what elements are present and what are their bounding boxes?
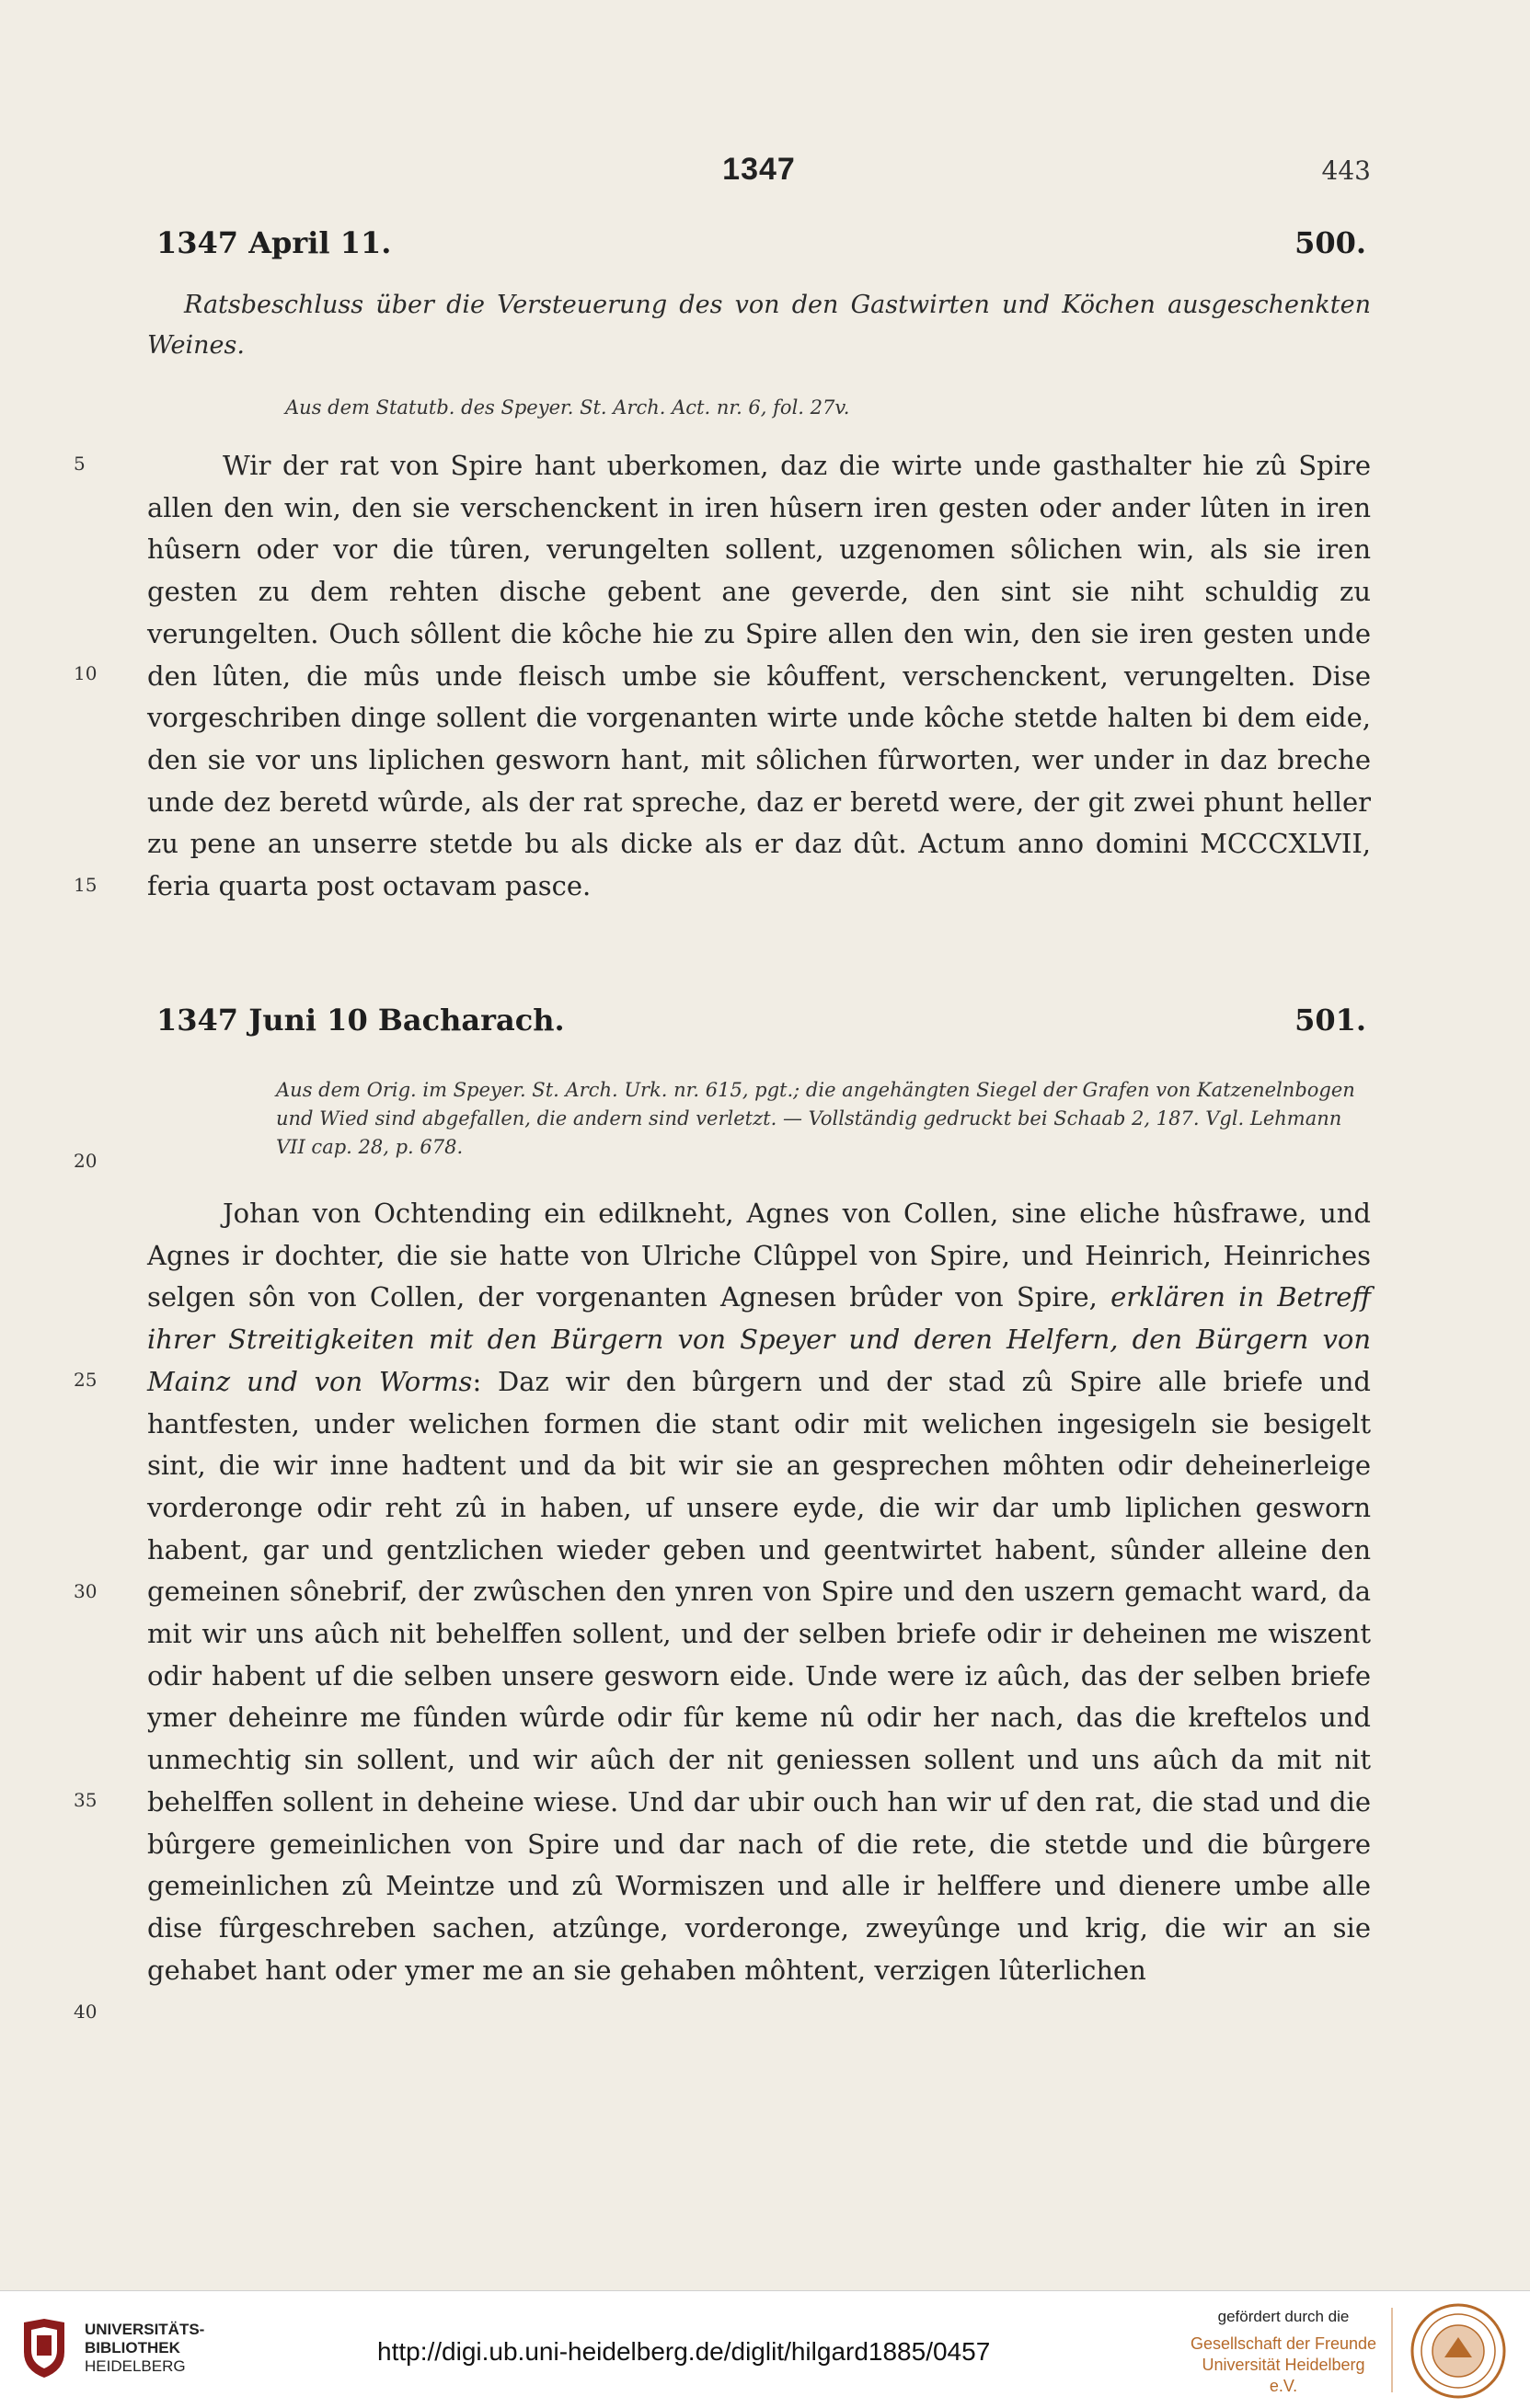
document-500-heading: [156, 225, 1366, 271]
running-header: [147, 152, 1371, 198]
sponsor-name-line2: Universität Heidelberg e.V.: [1202, 2356, 1365, 2395]
document-url-link[interactable]: http://digi.ub.uni-heidelberg.de/diglit/hilgard1885/0457: [377, 2337, 991, 2366]
header-year: 1347: [722, 152, 796, 187]
page-number: 443: [1321, 155, 1371, 186]
footer-divider: [1391, 2308, 1393, 2392]
sponsor-name-line1: Gesellschaft der Freunde: [1190, 2334, 1377, 2353]
viewer-footer: [0, 2290, 1530, 2408]
document-501-heading: [156, 1003, 1366, 1049]
document-501-text: [147, 1193, 1371, 1991]
document-501-source: Aus dem Orig. im Speyer. St. Arch. Urk. nr. 615, pgt.; die angehängten Siegel der Grafen von Katzenelnbogen und Wied sind abgefallen, die andern sind verletzt. — Vollständig gedruckt bei Schaab 2, 187. Vgl. Lehmann VII cap. 28, p. 678.: [276, 1079, 1355, 1158]
line-number: 10: [74, 662, 98, 684]
line-number: 35: [74, 1789, 98, 1811]
sponsor-intro: gefördert durch die: [1217, 2308, 1350, 2325]
line-number: 25: [74, 1369, 98, 1391]
document-500-number: 500.: [1294, 225, 1366, 260]
line-number: 5: [74, 453, 86, 475]
university-seal-icon: [1408, 2300, 1509, 2402]
library-name: UNIVERSITÄTS- BIBLIOTHEK HEIDELBERG: [85, 2321, 205, 2375]
line-number: 40: [74, 2001, 98, 2023]
line-number: 20: [74, 1150, 98, 1172]
university-library-logo-icon: [17, 2317, 72, 2381]
document-501-text-regest: erklären in Betreff ihrer Streitigkeiten mit den Bürgern von Speyer und deren Helfern, den Bürgern von Mainz und von Worms: [147, 1281, 1372, 1397]
document-500-source: Aus dem Statutb. des Speyer. St. Arch. Act. nr. 6, fol. 27v.: [285, 396, 850, 419]
document-501-text-body: : Daz wir den bûrgern und der stad zû Spire alle briefe und hantfesten, under welichen formen die stant odir mit welichen ingesigeln sie besigelt sint, die wir inne hadtent und da bit wir sie an gesprechen môhten odir deheinerleige vorderonge odir reht zû in haben, uf unsere eyde, die wir dar umb liplichen gesworn habent, gar und gentzlichen wieder geben und geentwirtet habent, sûnder alleine den gemeinen sônebrif, der zwûschen den ynren von Spire und den uszern gemacht ward, da mit wir uns aûch nit behelffen sollent, und der selben briefe odir ir deheinen me wiszent odir habent uf die selben unsere gesworn eide. Unde were iz aûch, das der selben briefe ymer deheinre me fûnden wûrde odir fûr keme nû odir her nach, das die kreftelos und unmechtig sin sollent, und wir aûch der nit geniessen sollent und uns aûch da mit nit behelffen sollent in deheine wiese. Und dar ubir ouch han wir uf den rat, die stad und die bûrgere gemeinlichen von Spire und dar nach of die rete, die stetde und die bûrgere gemeinlichen zû Meintze und zû Wormiszen und alle ir helffere und dienere umbe alle dise fûrgeschreben sachen, atzûnge, vorderonge, zweyûnge und krig, die wir an sie gehabet hant oder ymer me an sie gehaben môhtent, verzigen lûterlichen: [147, 1365, 1371, 1986]
document-501-number: 501.: [1294, 1003, 1366, 1038]
document-501-text-intro: Johan von Ochtending ein edilkneht, Agnes von Collen, sine eliche hûsfrawe, und Agnes ir dochter, die sie hatte von Ulriche Clûppel von Spire, und Heinrich, Heinriches selgen sôn von Collen, der vorgenanten Agnesen brûder von Spire,: [147, 1198, 1371, 1313]
line-number: 15: [74, 874, 98, 896]
sponsor-block: [1187, 2308, 1380, 2397]
line-number: 30: [74, 1580, 98, 1602]
document-500-regest: Ratsbeschluss über die Versteuerung des von den Gastwirten und Köchen ausgeschenkten Weines.: [147, 291, 1371, 360]
document-500-text: Wir der rat von Spire hant uberkomen, daz die wirte unde gasthalter hie zû Spire allen den win, den sie verschenckent in iren hûsern iren gesten oder ander lûten in iren hûsern oder vor die tûren, verungelten sollent, uzgenomen sôlichen win, als sie iren gesten zu dem rehten dische gebent ane geverde, den sint sie niht schuldig zu verungelten. Ouch sôllent die kôche hie zu Spire allen den win, den sie iren gesten unde den lûten, die mûs unde fleisch umbe sie kôuffent, verschenckent, verungelten. Dise vorgeschriben dinge sollent die vorgenanten wirte unde kôche stetde halten bi dem eide, den sie vor uns liplichen gesworn hant, mit sôlichen fûrworten, wer under in daz breche unde dez beretd wûrde, als der rat spreche, daz er beretd were, der git zwei phunt heller zu pene an unserre stetde bu als dicke als er daz dût. Actum anno domini MCCCXLVII, feria quarta post octavam pasce.: [147, 450, 1371, 902]
document-501-date: 1347 Juni 10 Bacharach.: [156, 1003, 565, 1038]
document-500-date: 1347 April 11.: [156, 225, 392, 260]
